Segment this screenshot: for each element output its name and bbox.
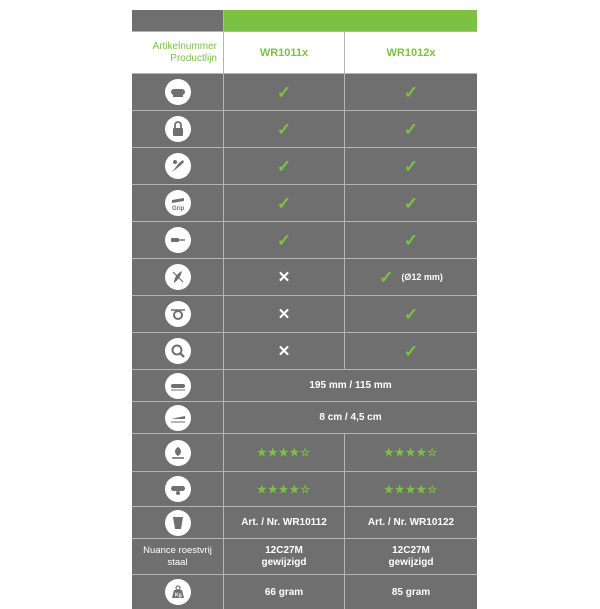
check-icon: ✓ — [403, 193, 419, 213]
feature-row — [132, 185, 477, 222]
steel-wr1011x — [224, 539, 345, 574]
cross-icon: ✕ — [277, 305, 291, 323]
star-rating: ★★★★☆ — [383, 447, 439, 459]
check-icon: ✓ — [403, 82, 419, 102]
article-number-row — [132, 507, 477, 539]
feature-row — [132, 296, 477, 333]
check-icon: ✓ — [403, 341, 419, 361]
header-strip — [132, 10, 477, 32]
cross-icon: ✕ — [277, 342, 291, 360]
magnifier-tool-icon — [165, 338, 191, 364]
steel-grade-note: gewijzigd — [261, 556, 307, 568]
check-icon: ✓ — [403, 304, 419, 324]
feature-row — [132, 259, 477, 296]
article-label-line2: Productlijn — [170, 52, 217, 64]
grip-icon — [165, 190, 191, 216]
knot-icon — [165, 301, 191, 327]
rating-row — [132, 472, 477, 507]
cutting-tool-icon — [165, 153, 191, 179]
feature-row — [132, 222, 477, 259]
check-icon: ✓ — [403, 119, 419, 139]
header-strip-accent — [224, 10, 477, 31]
check-icon: ✓ — [276, 82, 292, 102]
steel-grade-note: gewijzigd — [388, 556, 434, 568]
article-label-line1: Artikelnummer — [152, 40, 217, 52]
steel-row — [132, 539, 477, 575]
check-icon: ✓ — [276, 156, 292, 176]
rating-row — [132, 434, 477, 472]
star-rating: ★★★★☆ — [256, 447, 312, 459]
check-icon: ✓ — [403, 156, 419, 176]
weight-wr1012x: 85 gram — [345, 575, 477, 609]
dimension-row-blade — [132, 402, 477, 434]
comparison-table — [132, 10, 477, 609]
weight-kg-icon — [165, 579, 191, 605]
hand-leaf-icon — [165, 440, 191, 466]
article-number-wr1012x: Art. / Nr. WR10122 — [345, 507, 477, 538]
feature-row — [132, 111, 477, 148]
column-header-wr1012x: WR1012x — [345, 32, 477, 73]
cable-diameter-note: (Ø12 mm) — [401, 272, 443, 282]
article-number-wr1011x: Art. / Nr. WR10112 — [224, 507, 345, 538]
screwdriver-icon — [165, 227, 191, 253]
check-icon: ✓ — [276, 193, 292, 213]
steel-label — [132, 539, 224, 574]
closed-dimensions: 195 mm / 115 mm — [224, 370, 477, 401]
column-header-wr1011x: WR1011x — [224, 32, 345, 73]
wire-cutter-icon — [165, 264, 191, 290]
check-icon: ✓ — [276, 119, 292, 139]
check-icon: ✓ — [379, 267, 394, 287]
closed-size-icon — [165, 373, 191, 399]
star-rating: ★★★★☆ — [383, 483, 439, 496]
feature-row — [132, 74, 477, 111]
pliers-weight-icon — [165, 476, 191, 502]
column-header-row — [132, 32, 477, 74]
star-rating: ★★★★☆ — [256, 483, 312, 496]
sheath-icon — [165, 510, 191, 536]
blade-dimensions: 8 cm / 4,5 cm — [224, 402, 477, 433]
check-icon: ✓ — [403, 230, 419, 250]
check-icon: ✓ — [276, 230, 292, 250]
weight-row — [132, 575, 477, 609]
feature-row — [132, 333, 477, 370]
weight-wr1011x: 66 gram — [224, 575, 345, 609]
blade-length-icon — [165, 405, 191, 431]
dimension-row-closed — [132, 370, 477, 402]
header-strip-blank — [132, 10, 224, 31]
svg-text:Grip: Grip — [171, 206, 184, 212]
lock-icon — [165, 116, 191, 142]
steel-grade: 12C27M — [265, 544, 303, 556]
article-label — [132, 32, 224, 73]
cross-icon: ✕ — [277, 268, 291, 286]
steel-label-line1: Nuance roestvrij — [143, 544, 212, 556]
feature-row — [132, 148, 477, 185]
svg-text:Kg: Kg — [174, 592, 182, 599]
pliers-lid-icon — [165, 79, 191, 105]
steel-grade: 12C27M — [392, 544, 430, 556]
steel-wr1012x — [345, 539, 477, 574]
steel-label-line2: staal — [167, 556, 188, 568]
